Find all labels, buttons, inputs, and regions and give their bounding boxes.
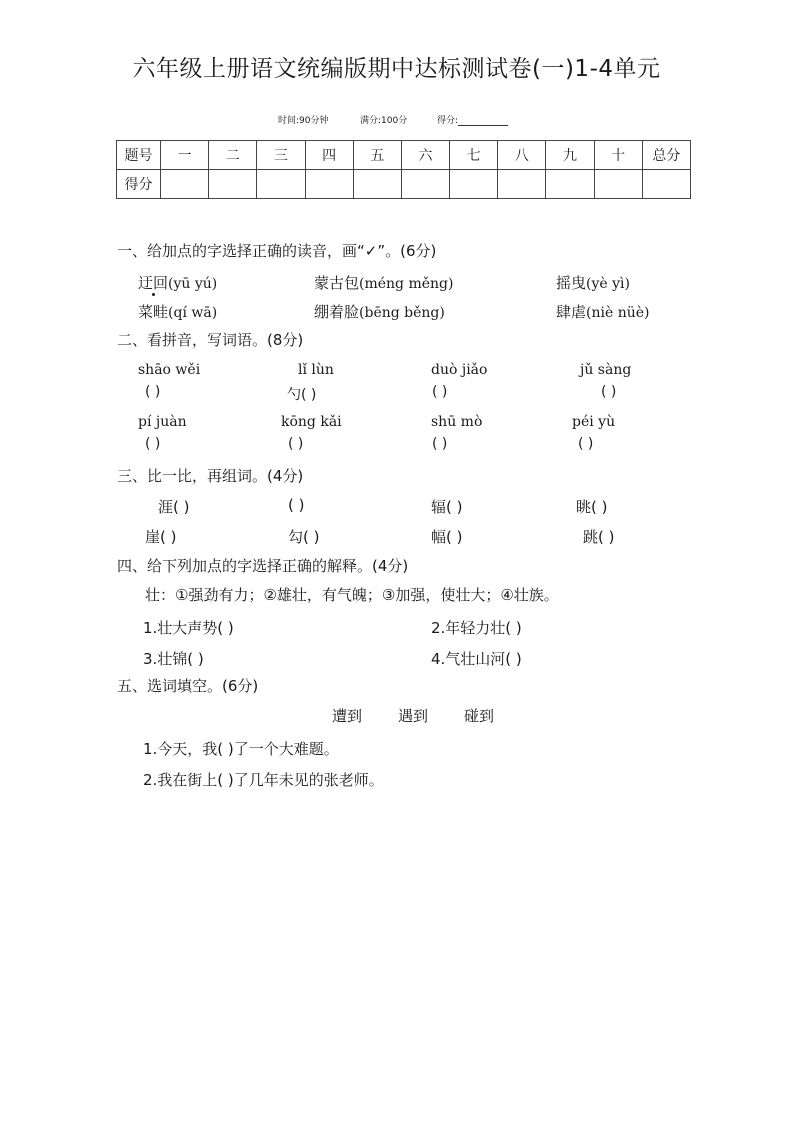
q4-definition: 壮：①强劲有力；②雄壮，有气魄；③加强，使壮大；④壮族。 bbox=[145, 586, 559, 604]
q2-answer-blank[interactable]: ( ) bbox=[145, 436, 161, 452]
page-title: 六年级上册语文统编版期中达标测试卷(一)1-4单元 bbox=[132, 56, 661, 82]
q1-item bbox=[314, 272, 453, 293]
q3-compare-item[interactable]: 跳( ) bbox=[583, 528, 615, 546]
q2-title: 二、看拼音，写词语。(8分) bbox=[117, 331, 304, 349]
score-input-cell[interactable] bbox=[257, 170, 305, 199]
score-input-cell[interactable] bbox=[401, 170, 449, 199]
q5-item[interactable]: 2.我在街上( )了几年未见的张老师。 bbox=[143, 771, 384, 789]
time-label: 时间:90分钟 bbox=[278, 116, 329, 126]
score-table-cell: 一 bbox=[161, 141, 209, 170]
score-table-cell: 七 bbox=[450, 141, 498, 170]
q1-word: 菜畦 bbox=[138, 303, 169, 321]
q3-compare-item[interactable]: 眺( ) bbox=[576, 498, 608, 516]
score-table-cell: 八 bbox=[498, 141, 546, 170]
q3-title: 三、比一比，再组词。(4分) bbox=[117, 467, 304, 485]
q2-pinyin: péi yù bbox=[572, 414, 616, 430]
score-table-cell: 五 bbox=[353, 141, 401, 170]
q1-word: 肆虐 bbox=[556, 303, 587, 321]
q3-compare-item[interactable]: 幅( ) bbox=[431, 528, 463, 546]
score-input-cell[interactable] bbox=[305, 170, 353, 199]
q3-compare-item[interactable]: 崖( ) bbox=[145, 528, 177, 546]
q1-word: 摇曳 bbox=[556, 274, 587, 292]
q5-word-option: 碰到 bbox=[464, 707, 495, 725]
score-input-cell[interactable] bbox=[209, 170, 257, 199]
score-table-cell: 六 bbox=[401, 141, 449, 170]
q1-item bbox=[556, 272, 630, 293]
q1-pinyin-options[interactable]: (yè yì) bbox=[586, 276, 630, 292]
q5-word-option: 遭到 bbox=[332, 707, 363, 725]
q5-word-option: 遇到 bbox=[398, 707, 429, 725]
q1-item bbox=[314, 301, 445, 322]
q1-pinyin-options[interactable]: (bēng běng) bbox=[359, 305, 445, 321]
q2-answer-blank[interactable]: ( ) bbox=[601, 384, 617, 400]
score-table-header-row bbox=[117, 141, 691, 170]
q2-pinyin: shū mò bbox=[431, 414, 483, 430]
q2-answer-blank[interactable]: ( ) bbox=[578, 436, 594, 452]
q5-item[interactable]: 1.今天，我( )了一个大难题。 bbox=[143, 740, 339, 758]
score-table-cell: 题号 bbox=[117, 141, 161, 170]
score-input-cell[interactable] bbox=[161, 170, 209, 199]
q4-item[interactable]: 3.壮锦( ) bbox=[143, 650, 204, 668]
q4-item[interactable]: 1.壮大声势( ) bbox=[143, 619, 234, 637]
q2-pinyin: shāo wěi bbox=[138, 362, 201, 378]
q1-pinyin-options[interactable]: (qí wā) bbox=[168, 305, 218, 321]
q1-item bbox=[556, 301, 650, 322]
q5-title: 五、选词填空。(6分) bbox=[117, 677, 259, 695]
q3-compare-item[interactable]: 辐( ) bbox=[431, 498, 463, 516]
score-input-cell[interactable] bbox=[450, 170, 498, 199]
score-table-score-row bbox=[117, 170, 691, 199]
q2-pinyin: jǔ sàng bbox=[580, 362, 632, 378]
q1-pinyin-options[interactable]: (yū yú) bbox=[168, 276, 218, 292]
q2-pinyin: duò jiǎo bbox=[431, 362, 488, 378]
score-label: 得分: bbox=[437, 113, 508, 126]
full-score-label: 满分:100分 bbox=[360, 116, 408, 126]
score-input-cell[interactable] bbox=[546, 170, 594, 199]
q1-title: 一、给加点的字选择正确的读音，画“✓”。(6分) bbox=[117, 242, 437, 260]
score-table-cell: 总分 bbox=[642, 141, 690, 170]
score-row-label: 得分 bbox=[117, 170, 161, 199]
score-table-cell: 四 bbox=[305, 141, 353, 170]
q2-answer-blank[interactable]: ( ) bbox=[145, 384, 161, 400]
q2-pinyin: kōng kǎi bbox=[281, 414, 342, 430]
score-input-cell[interactable] bbox=[353, 170, 401, 199]
q3-compare-item[interactable]: 勾( ) bbox=[288, 528, 320, 546]
q2-pinyin: lǐ lùn bbox=[298, 362, 334, 378]
score-table-cell: 九 bbox=[546, 141, 594, 170]
q2-pinyin: pí juàn bbox=[138, 414, 187, 430]
score-blank[interactable] bbox=[458, 116, 508, 126]
q4-title: 四、给下列加点的字选择正确的解释。(4分) bbox=[117, 557, 409, 575]
q1-item bbox=[138, 272, 217, 293]
q2-answer-blank[interactable]: ( ) bbox=[432, 436, 448, 452]
q1-word: 蒙古包 bbox=[314, 274, 360, 292]
score-table-cell: 十 bbox=[594, 141, 642, 170]
q1-pinyin-options[interactable]: (méng měng) bbox=[359, 276, 454, 292]
q1-pinyin-options[interactable]: (niè nüè) bbox=[586, 305, 650, 321]
q4-item[interactable]: 4.气壮山河( ) bbox=[431, 650, 522, 668]
score-table bbox=[116, 140, 691, 199]
q2-answer-blank[interactable]: ( ) bbox=[288, 436, 304, 452]
q3-compare-item[interactable]: ( ) bbox=[288, 496, 305, 514]
score-input-cell[interactable] bbox=[594, 170, 642, 199]
q1-word: 迂回 bbox=[138, 274, 169, 292]
score-input-cell[interactable] bbox=[642, 170, 690, 199]
q1-word: 绷着脸 bbox=[314, 303, 360, 321]
score-table-cell: 二 bbox=[209, 141, 257, 170]
q3-compare-item[interactable]: 涯( ) bbox=[158, 498, 190, 516]
q2-answer-blank[interactable]: ( ) bbox=[432, 384, 448, 400]
q2-answer-blank[interactable]: 勺( ) bbox=[287, 387, 317, 403]
score-table-cell: 三 bbox=[257, 141, 305, 170]
q1-item bbox=[138, 301, 217, 322]
score-input-cell[interactable] bbox=[498, 170, 546, 199]
q4-item[interactable]: 2.年轻力壮( ) bbox=[431, 619, 522, 637]
